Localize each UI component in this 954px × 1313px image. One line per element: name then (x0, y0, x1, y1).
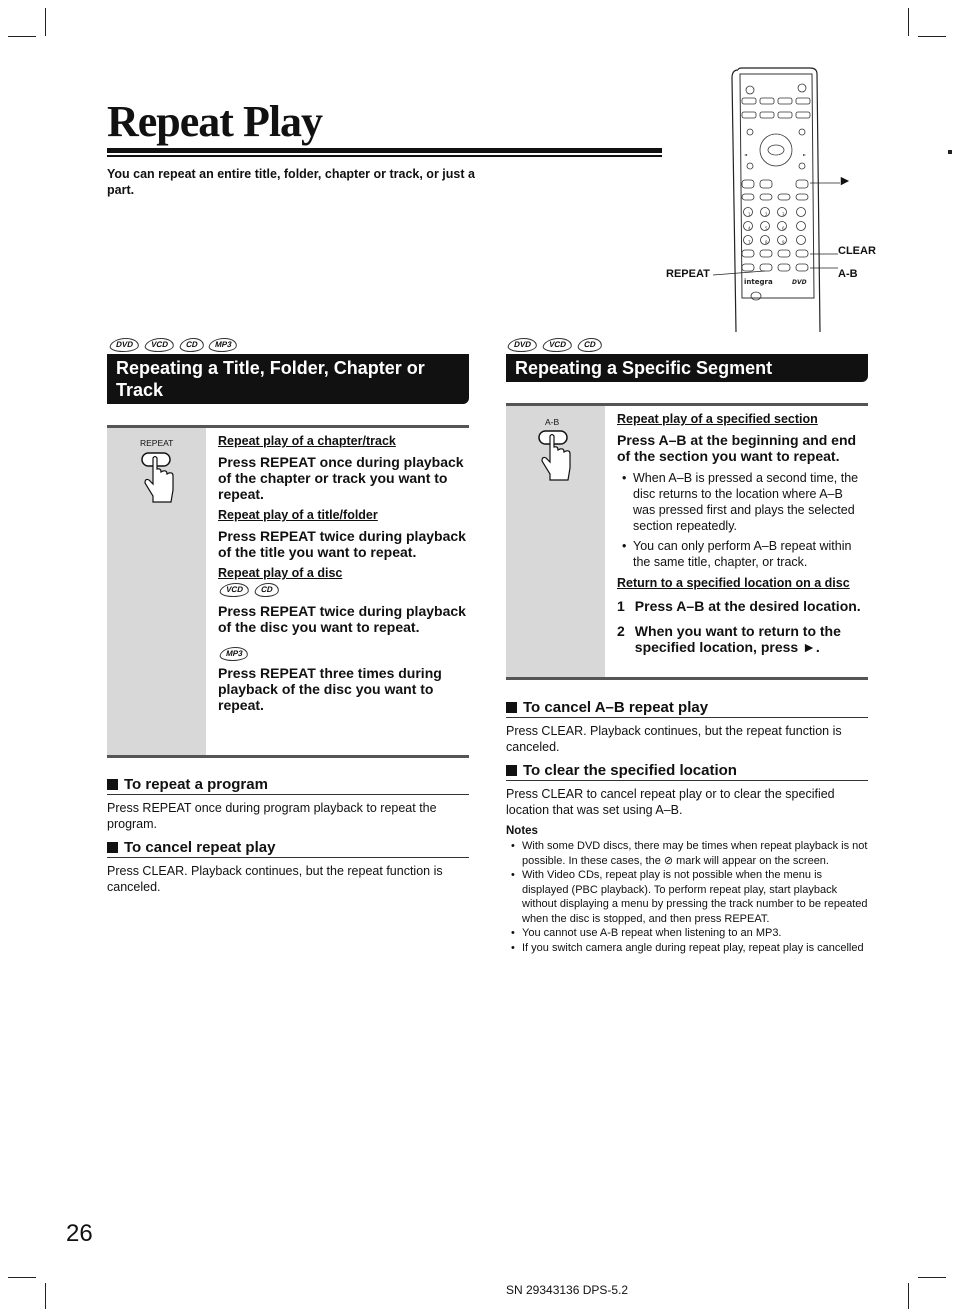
crop-mark (908, 1283, 909, 1309)
intro-text: You can repeat an entire title, folder, chapter or track, or just a part. (107, 167, 475, 197)
step-item (617, 623, 868, 655)
instruction-chapter-track: Press REPEAT once during playback of the chapter or track you want to repeat. (218, 454, 464, 502)
note-item: • If you switch camera angle during repeat play, repeat play is cancelled (506, 941, 868, 956)
hand-press-icon (139, 450, 179, 504)
disc-badge-vcd: VCD (143, 338, 175, 352)
disc-badges-mp3 (220, 647, 469, 661)
disc-badge-cd: CD (178, 338, 205, 352)
repeat-program-heading (107, 776, 469, 795)
note-item: • With Video CDs, repeat play is not possible when the menu is displayed (PBC playback). To perform repeat play, start playback without displaying a menu by pressing the track number to be repeated when the disc is stopped, and then press REPEAT. (506, 868, 868, 926)
left-instruction-panel (107, 425, 469, 758)
svg-text:◄: ◄ (744, 152, 748, 157)
instruction-disc-three-times: Press REPEAT three times during playback of the disc you want to repeat. (218, 665, 442, 713)
ab-button-illustration (506, 406, 605, 677)
step-text: Press A–B at the desired location. (634, 598, 861, 614)
step-text: When you want to return to the specified location, press ►. (634, 623, 841, 655)
crop-mark (918, 36, 946, 37)
disc-badge-vcd: VCD (219, 583, 251, 597)
instruction-ab: Press A–B at the beginning and end of the section you want to repeat. (617, 432, 857, 464)
clear-location-heading-text: To clear the specified location (523, 762, 737, 779)
page-number: 26 (66, 1220, 93, 1247)
right-section-heading: Repeating a Specific Segment (506, 354, 868, 382)
svg-text:3: 3 (782, 212, 785, 217)
square-bullet-icon (506, 765, 517, 776)
cancel-ab-heading-text: To cancel A–B repeat play (523, 699, 709, 716)
cancel-ab-heading (506, 699, 868, 718)
svg-text:9: 9 (782, 240, 785, 245)
disc-badges-vcd-cd (220, 583, 469, 597)
disc-badge-vcd: VCD (541, 338, 573, 352)
subhead-title-folder: Repeat play of a title/folder (218, 508, 378, 522)
notes-section (506, 825, 868, 955)
remote-control-drawing (660, 66, 880, 336)
crop-mark (45, 1283, 46, 1309)
page-title: Repeat Play (107, 97, 323, 146)
subhead-return-location: Return to a specified location on a disc (617, 576, 850, 590)
disc-badge-dvd: DVD (109, 338, 141, 352)
left-disc-badges (110, 338, 238, 352)
svg-text:8: 8 (765, 240, 768, 245)
repeat-label: REPEAT (666, 268, 710, 280)
clear-location-section (506, 762, 868, 818)
step-item (617, 598, 868, 614)
ab-bullet: • You can only perform A–B repeat within the same title, chapter, or track. (617, 538, 868, 570)
subhead-specified-section: Repeat play of a specified section (617, 412, 818, 426)
subhead-chapter-track: Repeat play of a chapter/track (218, 434, 396, 448)
cancel-repeat-heading (107, 839, 469, 858)
square-bullet-icon (506, 702, 517, 713)
cancel-repeat-text: Press CLEAR. Playback continues, but the repeat function is canceled. (107, 864, 443, 894)
disc-badge-mp3: MP3 (208, 338, 239, 352)
disc-badge-cd: CD (253, 583, 280, 597)
left-section-heading: Repeating a Title, Folder, Chapter or Track (107, 354, 469, 404)
crop-mark (8, 1277, 36, 1278)
disc-badge-dvd: DVD (507, 338, 539, 352)
svg-text:4: 4 (748, 226, 751, 231)
step-number: 1 (617, 598, 625, 614)
crop-mark (45, 8, 46, 36)
subhead-disc: Repeat play of a disc (218, 566, 343, 580)
repeat-program-text: Press REPEAT once during program playback to repeat the program. (107, 801, 437, 831)
svg-text:►: ► (803, 152, 807, 157)
remote-illustration (660, 66, 880, 336)
crop-mark (918, 1277, 946, 1278)
svg-text:7: 7 (748, 240, 751, 245)
svg-text:2: 2 (765, 212, 768, 217)
svg-text:5: 5 (765, 226, 768, 231)
instruction-disc-twice: Press REPEAT twice during playback of the disc you want to repeat. (218, 603, 466, 635)
hand-press-icon (536, 428, 576, 482)
ab-bullet: • When A–B is pressed a second time, the disc returns to the location where A–B was pressed first and plays the selected section repeatedly. (617, 470, 868, 534)
cancel-ab-section (506, 699, 868, 755)
square-bullet-icon (107, 842, 118, 853)
square-bullet-icon (107, 779, 118, 790)
remote-dvd-logo: DVD (792, 279, 807, 286)
clear-label: CLEAR (838, 245, 876, 257)
title-rule (107, 148, 662, 153)
clear-location-text: Press CLEAR to cancel repeat play or to clear the specified location that was set using A–B. (506, 787, 835, 817)
footer-code: SN 29343136 DPS-5.2 (506, 1283, 629, 1297)
cancel-repeat-section (107, 839, 469, 895)
edge-mark (948, 150, 952, 154)
remote-brand: integra (744, 278, 773, 286)
repeat-button-illustration (107, 428, 206, 755)
right-instruction-panel (506, 403, 868, 680)
right-disc-badges (508, 338, 601, 352)
note-item: • You cannot use A-B repeat when listening to an MP3. (506, 926, 868, 941)
ab-label: A-B (838, 268, 858, 280)
repeat-program-section (107, 776, 469, 832)
svg-text:6: 6 (782, 226, 785, 231)
crop-mark (8, 36, 36, 37)
notes-heading: Notes (506, 825, 538, 837)
cancel-repeat-heading-text: To cancel repeat play (124, 839, 276, 856)
clear-location-heading (506, 762, 868, 781)
ab-button-label: A-B (545, 417, 560, 427)
repeat-button-label: REPEAT (140, 438, 174, 448)
svg-text:1: 1 (748, 212, 751, 217)
crop-mark (908, 8, 909, 36)
repeat-program-heading-text: To repeat a program (124, 776, 268, 793)
play-arrow-label: ► (838, 172, 852, 188)
step-number: 2 (617, 623, 625, 639)
disc-badge-mp3: MP3 (219, 647, 250, 661)
disc-badge-cd: CD (576, 338, 603, 352)
instruction-title-folder: Press REPEAT twice during playback of the title you want to repeat. (218, 528, 466, 560)
cancel-ab-text: Press CLEAR. Playback continues, but the repeat function is canceled. (506, 724, 842, 754)
title-rule-thin (107, 155, 662, 157)
note-item: • With some DVD discs, there may be times when repeat playback is not possible. In these cases, the ⊘ mark will appear on the screen. (506, 839, 868, 868)
